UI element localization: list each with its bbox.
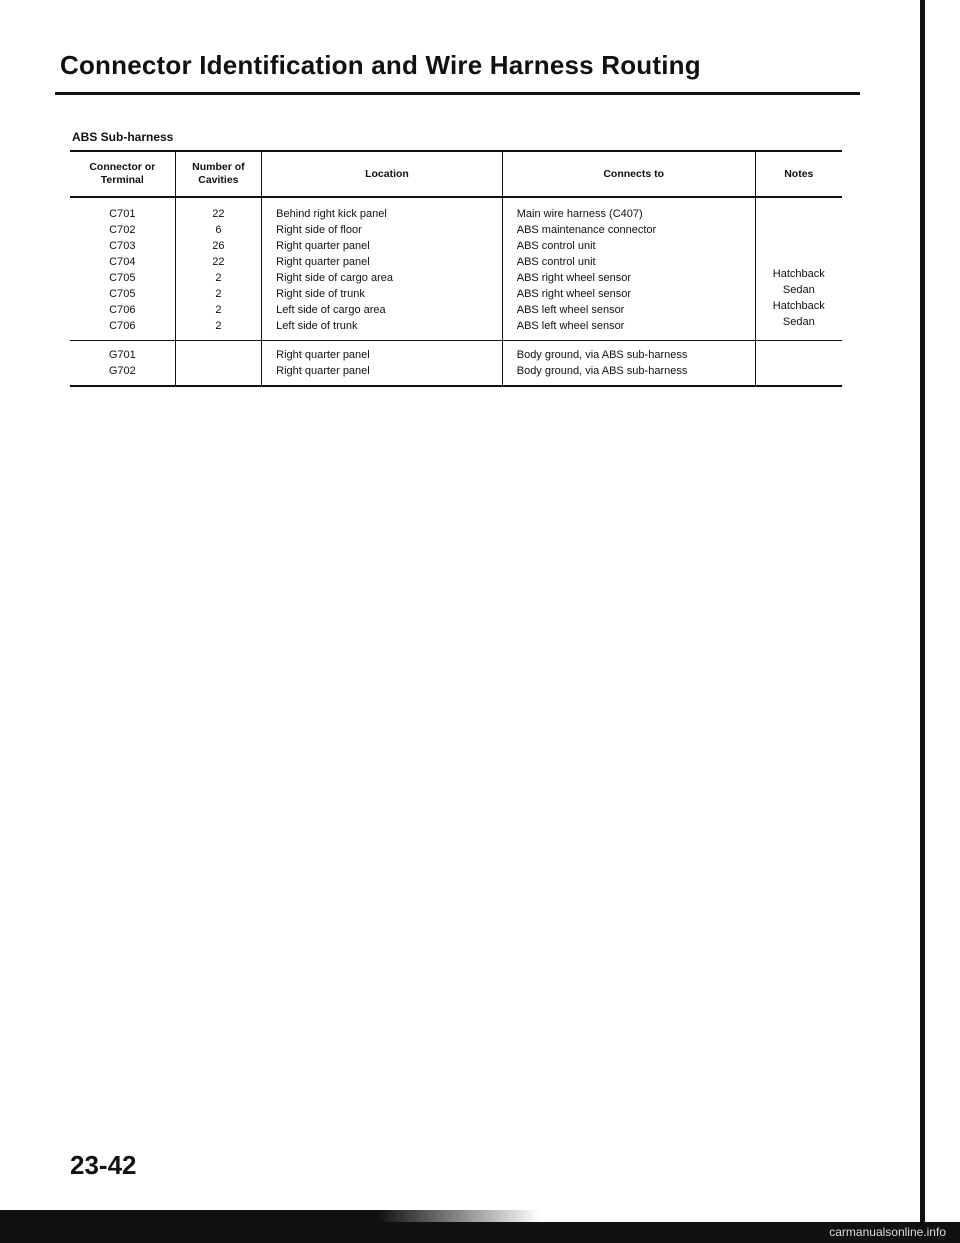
- watermark-text: carmanualsonline.info: [829, 1225, 946, 1239]
- cavity-count: 6: [215, 224, 222, 236]
- header-connector-line: Connector or: [89, 161, 156, 173]
- cavities-cell: [175, 197, 262, 341]
- cavity-count: 26: [212, 240, 225, 252]
- notes-cell: [755, 197, 842, 341]
- harness-table: [70, 150, 842, 387]
- cavity-count: 2: [215, 320, 222, 332]
- header-connects-to: Connects to: [502, 151, 755, 197]
- cavity-count: 2: [215, 272, 222, 284]
- page-edge-bar: [920, 0, 925, 1243]
- connects-to-cell: [502, 197, 755, 341]
- connects-to-text: ABS maintenance connector: [516, 224, 657, 236]
- table-header-row: [70, 151, 842, 197]
- ground-connects-to-text: Body ground, via ABS sub-harness: [516, 349, 688, 361]
- cavity-count: 2: [215, 304, 222, 316]
- location-cell: [262, 197, 503, 341]
- connector-id: C701: [109, 208, 136, 220]
- connects-to-text: ABS right wheel sensor: [516, 288, 632, 300]
- ground-location-text: Right quarter panel: [276, 365, 370, 377]
- connector-id: C703: [109, 240, 136, 252]
- page-title: Connector Identification and Wire Harness Routing: [60, 50, 701, 80]
- ground-connects-to-text: Body ground, via ABS sub-harness: [516, 365, 688, 377]
- title-rule: [55, 92, 860, 95]
- note-text: Sedan: [782, 316, 815, 328]
- ground-cavities-cell: [175, 341, 262, 387]
- connects-to-text: Main wire harness (C407): [516, 208, 643, 220]
- bottom-taper-bar: [0, 1210, 540, 1222]
- ground-location-cell: [262, 341, 503, 387]
- ground-id: G702: [108, 365, 136, 377]
- location-text: Right side of floor: [276, 224, 362, 236]
- connector-id: C705: [109, 272, 136, 284]
- location-text: Right side of trunk: [276, 288, 365, 300]
- cavity-count: 22: [212, 208, 225, 220]
- cavity-count: 22: [212, 256, 225, 268]
- header-cavities-line: Cavities: [198, 174, 239, 186]
- ground-location-text: Right quarter panel: [276, 349, 370, 361]
- connects-to-text: ABS right wheel sensor: [516, 272, 632, 284]
- location-text: Right quarter panel: [276, 256, 370, 268]
- ground-ids-cell: [70, 341, 175, 387]
- connects-to-text: ABS left wheel sensor: [516, 320, 625, 332]
- section-label: ABS Sub-harness: [72, 130, 174, 144]
- note-text: Hatchback: [772, 268, 825, 280]
- connector-id: C702: [109, 224, 136, 236]
- location-text: Left side of trunk: [276, 320, 358, 332]
- location-text: Right side of cargo area: [276, 272, 393, 284]
- header-location: Location: [262, 151, 503, 197]
- header-connector: [70, 151, 175, 197]
- table-row-grounds: [70, 341, 842, 387]
- connector-id: C706: [109, 320, 136, 332]
- connector-id: C706: [109, 304, 136, 316]
- cavity-count: 2: [215, 288, 222, 300]
- header-notes: Notes: [755, 151, 842, 197]
- header-cavities-line: Number of: [192, 161, 245, 173]
- connects-to-text: ABS left wheel sensor: [516, 304, 625, 316]
- location-text: Left side of cargo area: [276, 304, 386, 316]
- table-row-connectors: [70, 197, 842, 341]
- page-number: 23-42: [70, 1150, 137, 1180]
- connects-to-text: ABS control unit: [516, 240, 596, 252]
- connector-id: C704: [109, 256, 136, 268]
- header-cavities: [175, 151, 262, 197]
- bottom-bar: [0, 1222, 960, 1243]
- ground-id: G701: [108, 349, 136, 361]
- header-connector-line: Terminal: [100, 174, 144, 186]
- note-text: Hatchback: [772, 300, 825, 312]
- connector-id: C705: [109, 288, 136, 300]
- note-text: Sedan: [782, 284, 815, 296]
- location-text: Behind right kick panel: [276, 208, 387, 220]
- ground-notes-cell: [755, 341, 842, 387]
- connects-to-text: ABS control unit: [516, 256, 596, 268]
- location-text: Right quarter panel: [276, 240, 370, 252]
- connector-ids-cell: [70, 197, 175, 341]
- ground-connects-to-cell: [502, 341, 755, 387]
